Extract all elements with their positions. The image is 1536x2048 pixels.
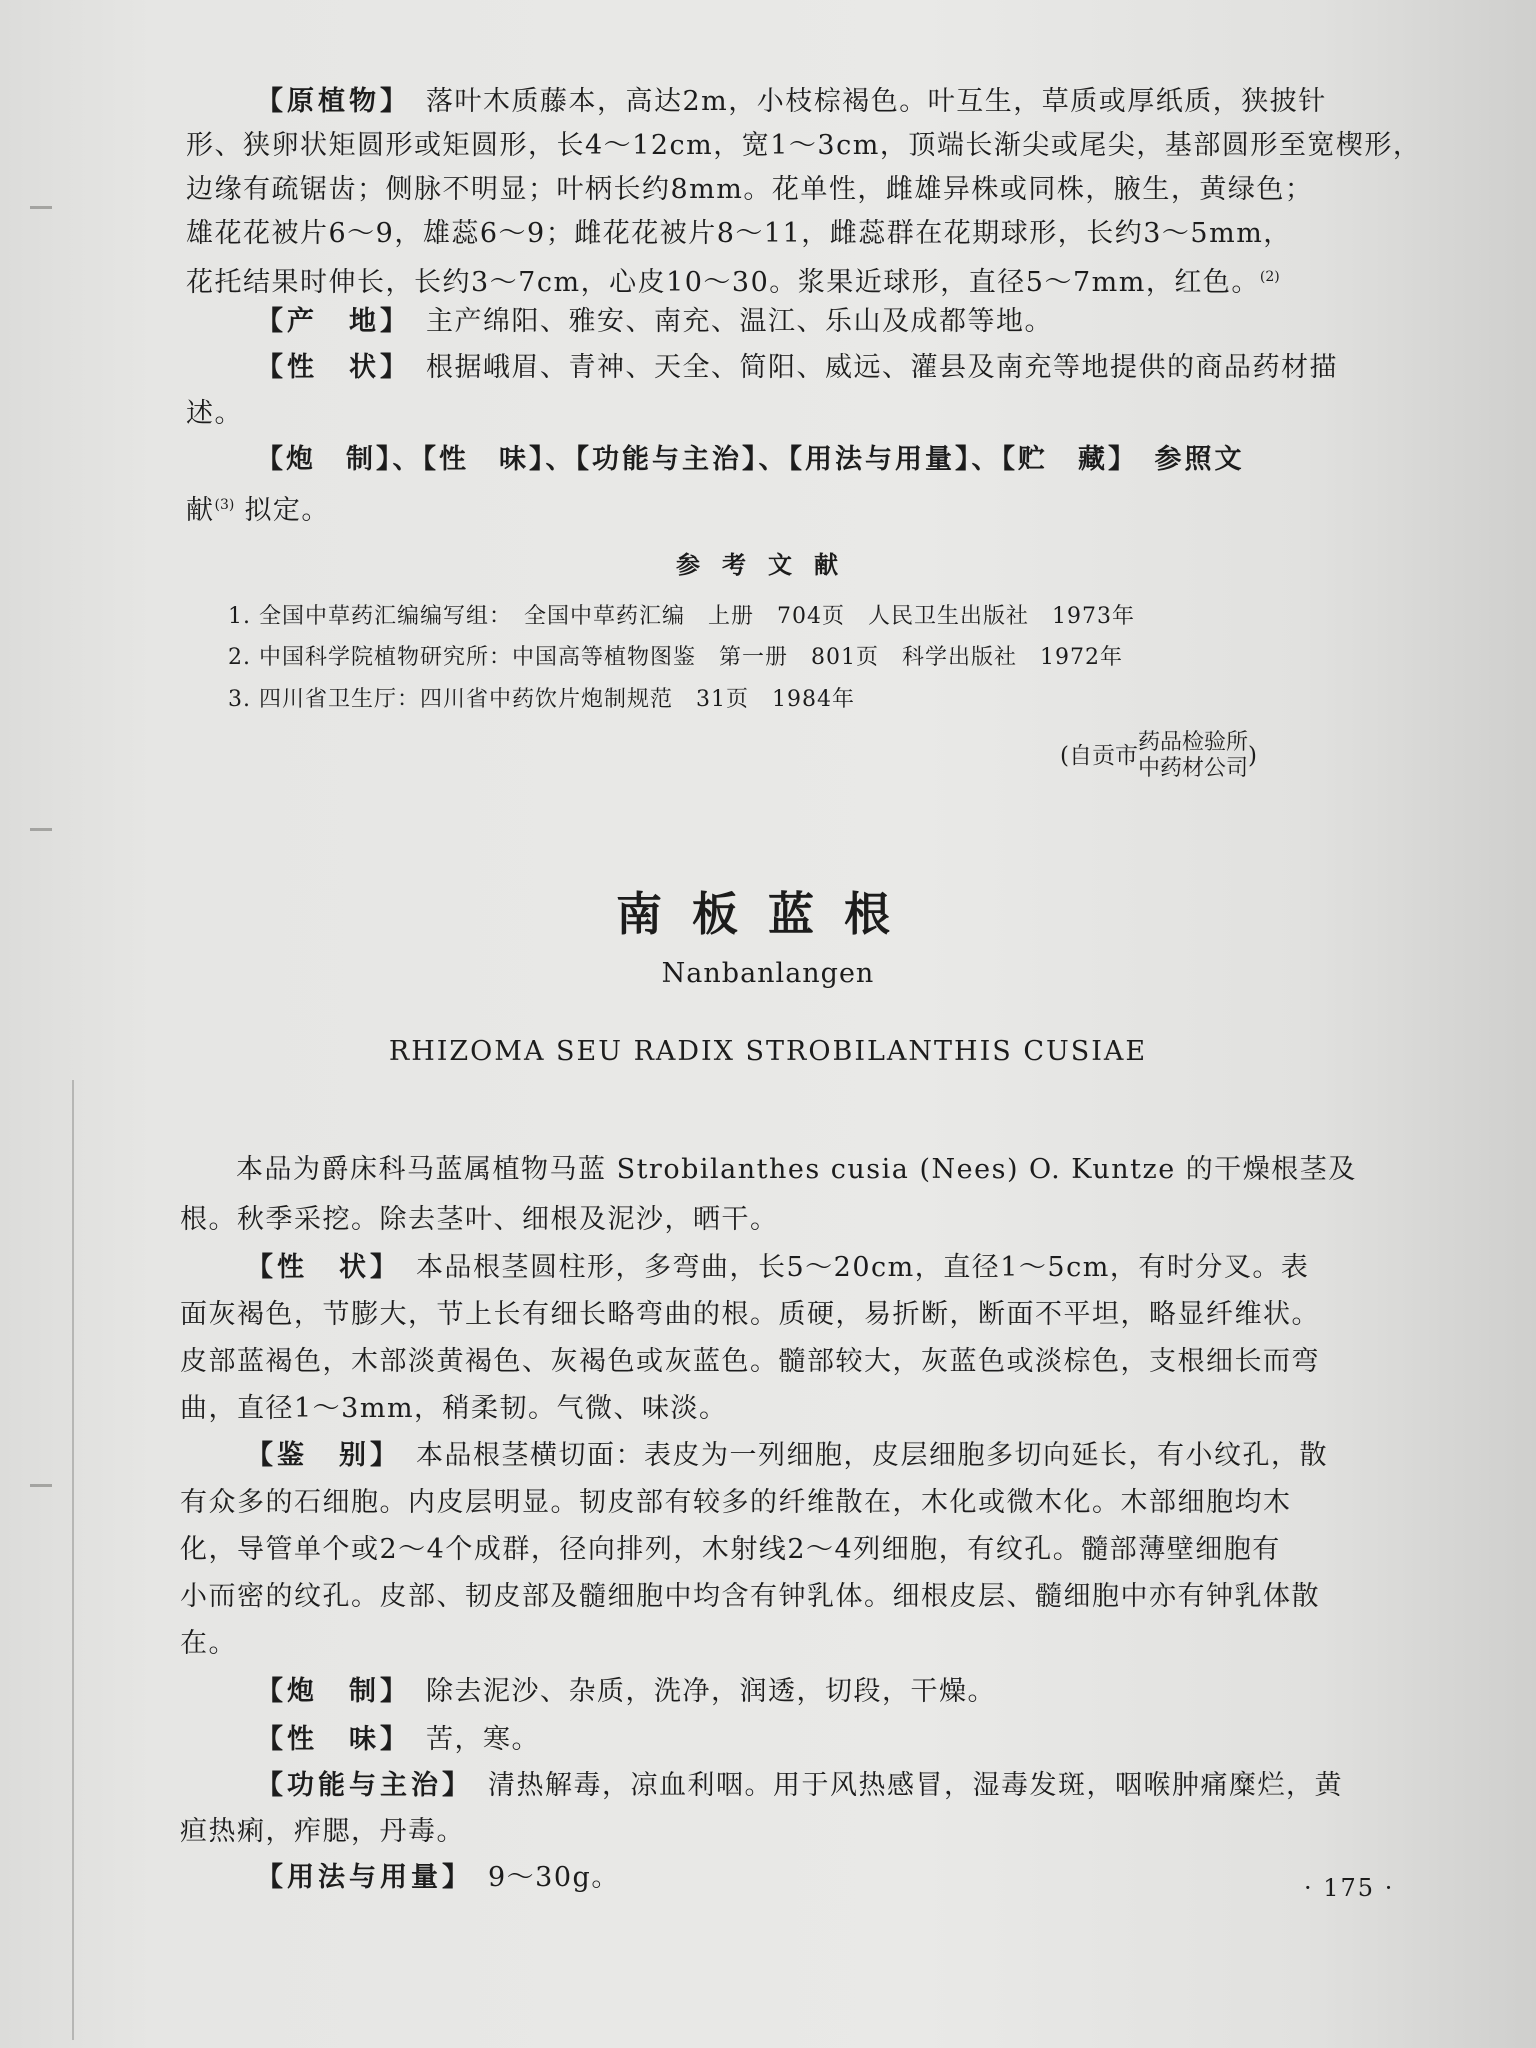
- yuanzhiwu-line-1: [256, 80, 1327, 123]
- chandi-label: 【产 地】: [256, 306, 398, 337]
- jianbie-line-1: [246, 1434, 1328, 1477]
- entry-title-pinyin: Nanbanlangen: [661, 958, 875, 989]
- paozhi-text: 除去泥沙、杂质，洗净，润透，切段，干燥。: [426, 1676, 996, 1707]
- paozhi-line: [256, 1670, 996, 1713]
- binder-hole-mark: [30, 206, 52, 209]
- gongneng-line-2: 疸热痢，痄腮，丹毒。: [180, 1816, 465, 1847]
- gongneng-line-1: [256, 1764, 1343, 1807]
- labels-text-a: 献: [186, 495, 215, 526]
- entry-xingzhuang-line-1: [246, 1246, 1309, 1289]
- affiliation-stack: [1138, 730, 1248, 782]
- jianbie-label: 【鉴 别】: [246, 1440, 388, 1471]
- affiliation: [1060, 730, 1257, 782]
- page-number: · 175 ·: [1304, 1874, 1395, 1902]
- gongneng-text-1: 清热解毒，凉血利咽。用于风热感冒，湿毒发斑，咽喉肿痛糜烂，黄: [488, 1770, 1343, 1801]
- yuanzhiwu-line-3: 边缘有疏锯齿；侧脉不明显；叶柄长约8mm。花单性，雌雄异株或同株，腋生，黄绿色；: [186, 174, 1314, 205]
- jianbie-line-5: 在。: [180, 1628, 237, 1659]
- xingzhuang-line-1: [256, 346, 1338, 389]
- xingzhuang-label: 【性 状】: [256, 352, 398, 383]
- entry-title-chinese: 南板蓝根: [616, 887, 920, 941]
- xingwei-text: 苦，寒。: [426, 1724, 540, 1755]
- jianbie-line-3: 化，导管单个或2～4个成群，径向排列，木射线2～4列细胞，有纹孔。髓部薄壁细胞有: [180, 1534, 1281, 1565]
- binder-hole-mark: [30, 1484, 52, 1487]
- yuanzhiwu-label: 【原植物】: [256, 86, 398, 117]
- labels-line-1: 【炮 制】、【性 味】、【功能与主治】、【用法与用量】、【贮 藏】 参照文: [256, 444, 1245, 475]
- reference-item-1: 1. 全国中草药汇编编写组： 全国中草药汇编 上册 704页 人民卫生出版社 1973年: [228, 604, 1135, 629]
- yuanzhiwu-line-4: 雄花花被片6～9，雄蕊6～9；雌花花被片8～11，雌蕊群在花期球形，长约3～5mm，: [186, 218, 1292, 249]
- entry-xingzhuang-line-3: 皮部蓝褐色，木部淡黄褐色、灰褐色或灰蓝色。髓部较大，灰蓝色或淡棕色，支根细长而弯: [180, 1346, 1320, 1377]
- entry-title-latin: RHIZOMA SEU RADIX STROBILANTHIS CUSIAE: [388, 1036, 1148, 1067]
- xingwei-line: [256, 1718, 540, 1761]
- binder-hole-mark: [30, 828, 52, 831]
- ref-marker-2: (2): [1259, 269, 1280, 285]
- entry-xingzhuang-text-1: 本品根茎圆柱形，多弯曲，长5～20cm，直径1～5cm，有时分叉。表: [416, 1252, 1310, 1283]
- chandi-line: [256, 300, 1053, 343]
- yuanzhiwu-text-5: 花托结果时伸长，长约3～7cm，心皮10～30。浆果近球形，直径5～7mm，红色。: [186, 267, 1260, 298]
- page-edge-line: [72, 1080, 74, 2040]
- affiliation-suffix: ): [1248, 743, 1257, 769]
- yuanzhiwu-text-1: 落叶木质藤本，高达2m，小枝棕褐色。叶互生，草质或厚纸质，狭披针: [426, 86, 1327, 117]
- xingzhuang-text-1: 根据峨眉、青神、天全、简阳、威远、灌县及南充等地提供的商品药材描: [426, 352, 1338, 383]
- jianbie-line-4: 小而密的纹孔。皮部、韧皮部及髓细胞中均含有钟乳体。细根皮层、髓细胞中亦有钟乳体散: [180, 1581, 1320, 1612]
- paozhi-label: 【炮 制】: [256, 1676, 398, 1707]
- gongneng-label: 【功能与主治】: [256, 1770, 460, 1801]
- labels-text-b: 拟定。: [244, 495, 330, 526]
- affiliation-line-1: 药品检验所: [1137, 730, 1248, 755]
- entry-xingzhuang-line-4: 曲，直径1～3mm，稍柔韧。气微、味淡。: [180, 1393, 728, 1424]
- xingzhuang-line-2: 述。: [186, 398, 243, 429]
- yongfa-text: 9～30g。: [488, 1862, 620, 1893]
- references-title: 参考文献: [676, 550, 860, 579]
- entry-xingzhuang-line-2: 面灰褐色，节膨大，节上长有细长略弯曲的根。质硬，易折断，断面不平坦，略显纤维状。: [180, 1299, 1320, 1330]
- ref-marker-3: (3): [214, 497, 235, 513]
- yongfa-label: 【用法与用量】: [256, 1862, 460, 1893]
- jianbie-text-1: 本品根茎横切面：表皮为一列细胞，皮层细胞多切向延长，有小纹孔，散: [416, 1440, 1328, 1471]
- intro-line-1: 本品为爵床科马蓝属植物马蓝 Strobilanthes cusia (Nees) O. Kuntze 的干燥根茎及: [236, 1154, 1357, 1185]
- yuanzhiwu-line-5: [186, 256, 1280, 304]
- affiliation-line-2: 中药材公司: [1137, 756, 1248, 781]
- labels-line-2: [186, 484, 330, 532]
- chandi-text: 主产绵阳、雅安、南充、温江、乐山及成都等地。: [426, 306, 1053, 337]
- yongfa-line: [256, 1856, 620, 1899]
- jianbie-line-2: 有众多的石细胞。内皮层明显。韧皮部有较多的纤维散在，木化或微木化。木部细胞均木: [180, 1487, 1292, 1518]
- reference-item-3: 3. 四川省卫生厅：四川省中药饮片炮制规范 31页 1984年: [228, 687, 855, 712]
- affiliation-prefix: (自贡市: [1060, 743, 1138, 769]
- entry-xingzhuang-label: 【性 状】: [246, 1252, 388, 1283]
- reference-item-2: 2. 中国科学院植物研究所：中国高等植物图鉴 第一册 801页 科学出版社 1972年: [228, 645, 1123, 670]
- xingwei-label: 【性 味】: [256, 1724, 398, 1755]
- yuanzhiwu-line-2: 形、狭卵状矩圆形或矩圆形，长4～12cm，宽1～3cm，顶端长渐尖或尾尖，基部圆形至宽楔形，: [186, 130, 1422, 161]
- intro-line-2: 根。秋季采挖。除去茎叶、细根及泥沙，晒干。: [180, 1204, 779, 1235]
